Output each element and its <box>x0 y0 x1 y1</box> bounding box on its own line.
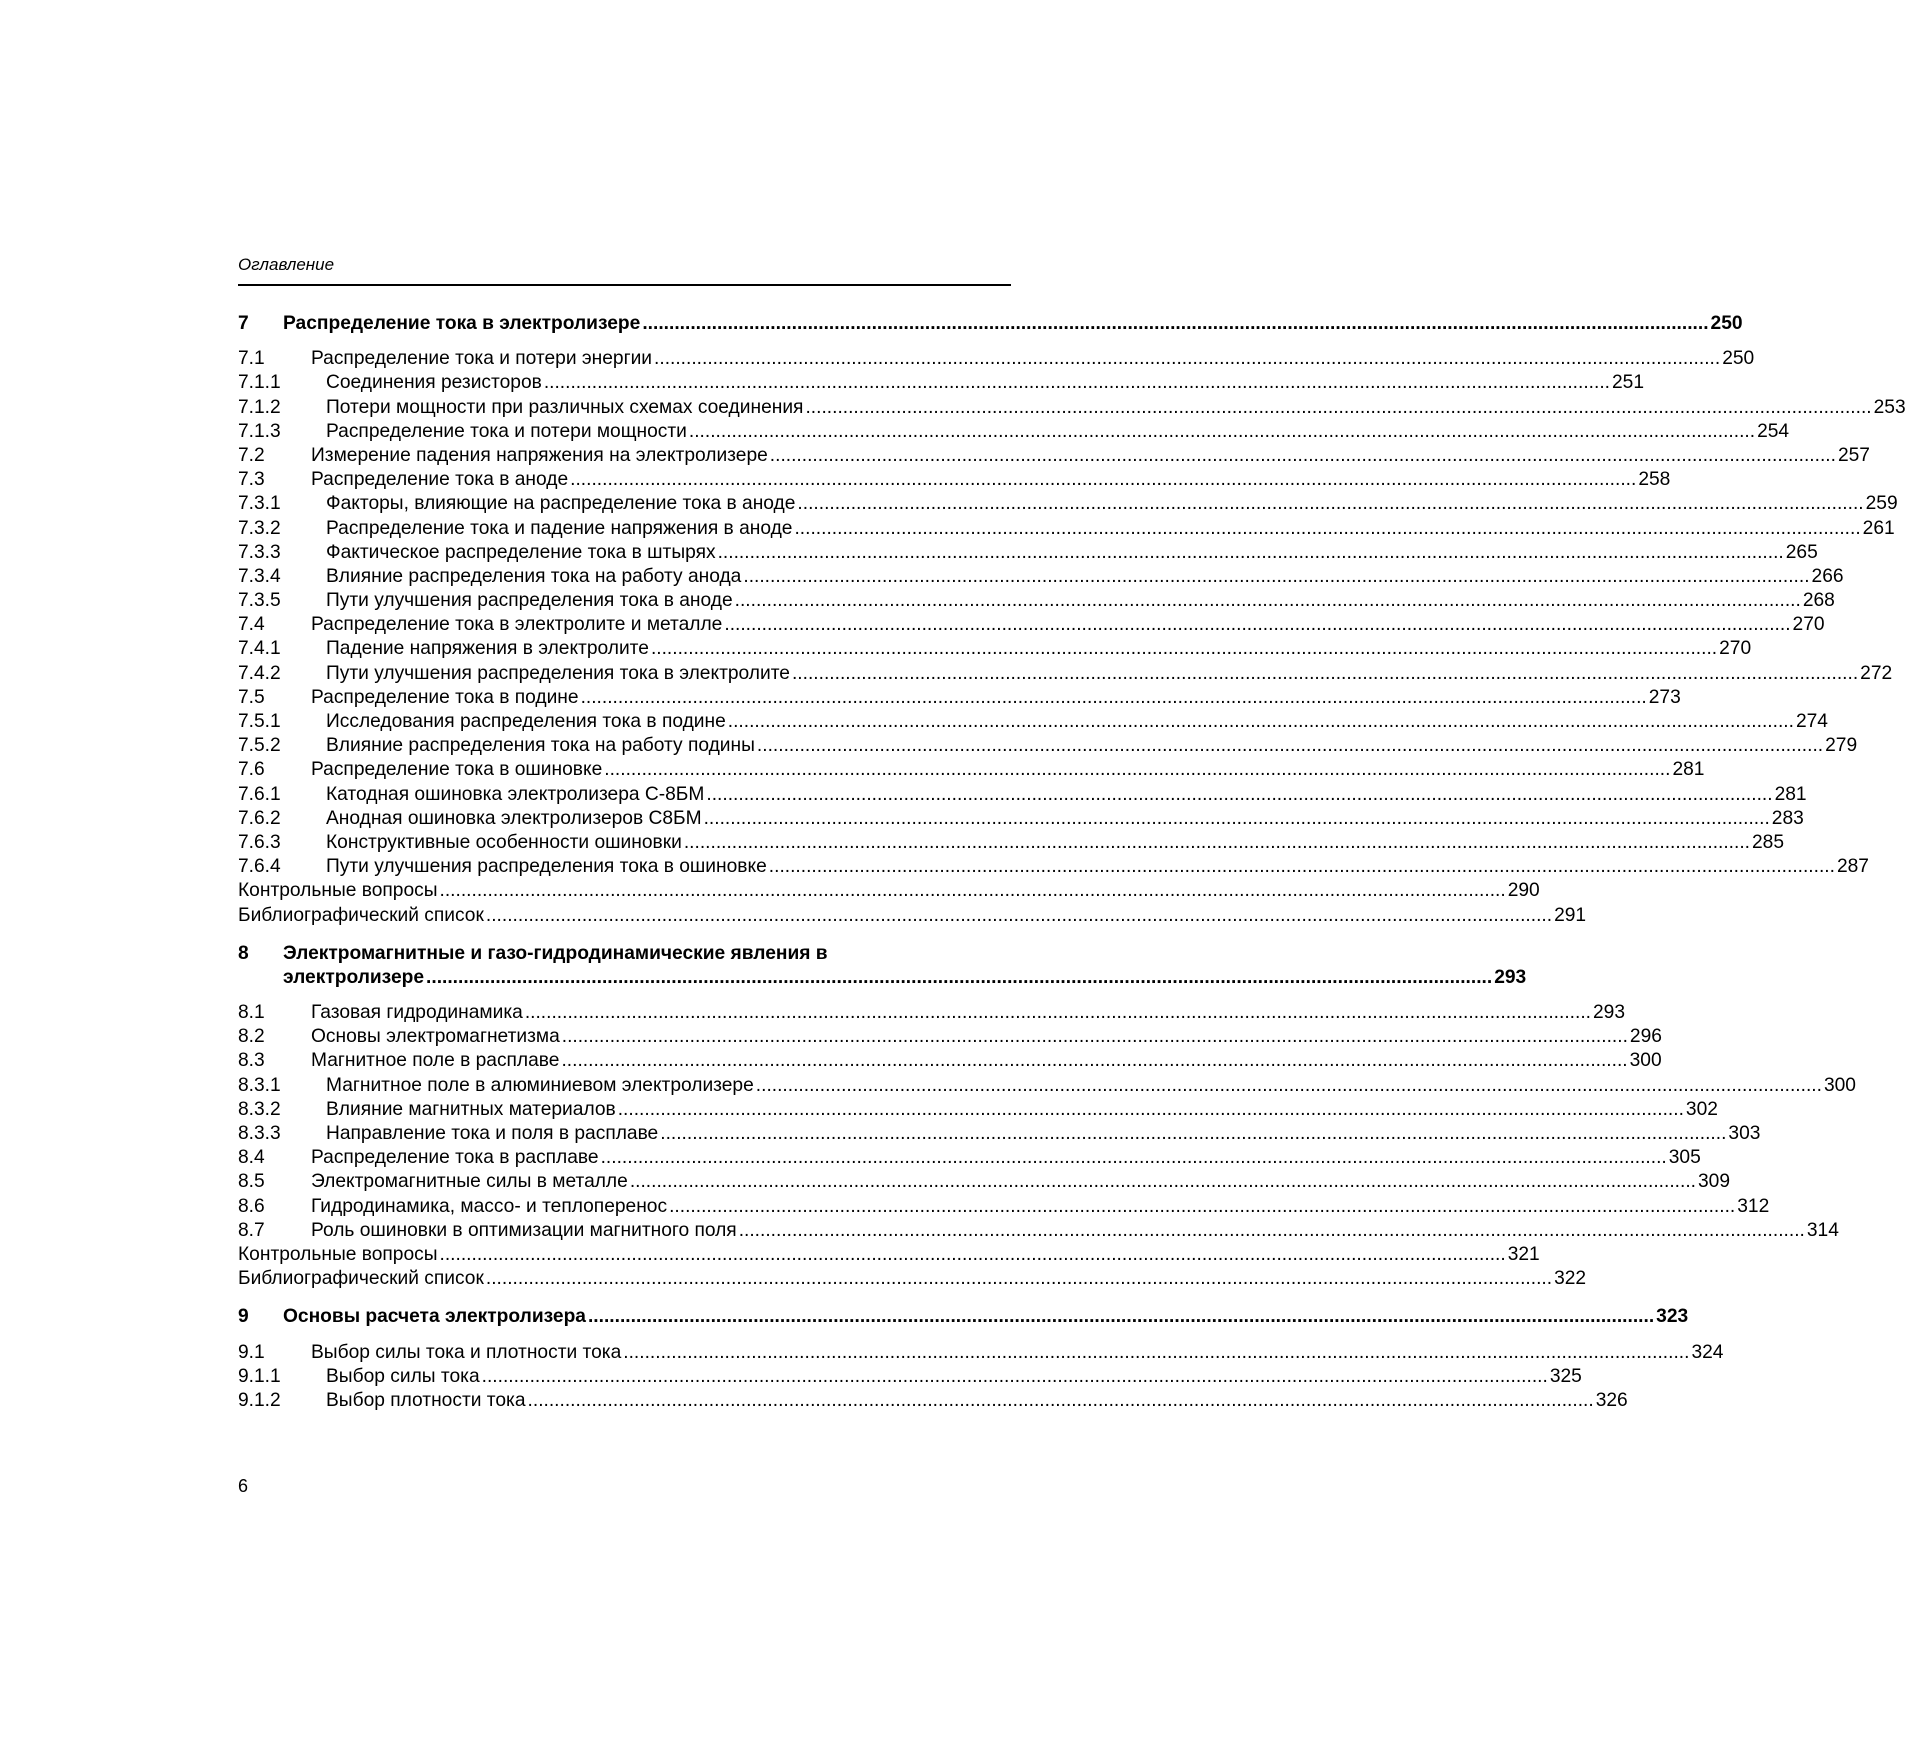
entry-title: Распределение тока в расплаве <box>311 1147 599 1169</box>
dot-leader <box>623 1341 1689 1365</box>
entry-title: Распределение тока и потери мощности <box>326 420 687 442</box>
dot-leader <box>604 758 1670 782</box>
entry-title: Пути улучшения распределения тока в ошиновке <box>326 856 767 878</box>
toc-entry[interactable] <box>238 492 1898 516</box>
toc-entry[interactable] <box>238 396 1906 420</box>
entry-page-number: 283 <box>1771 807 1804 829</box>
toc-entry[interactable] <box>238 1098 1718 1122</box>
toc-entry[interactable] <box>238 807 1804 831</box>
section-number: 7.2 <box>238 444 265 466</box>
toc-entry[interactable] <box>238 589 1835 613</box>
toc-entry[interactable] <box>238 541 1818 565</box>
entry-page-number: 250 <box>1722 348 1755 370</box>
toc-entry[interactable] <box>238 1122 1761 1146</box>
dot-leader <box>642 312 1708 336</box>
entry-page-number: 265 <box>1785 541 1818 563</box>
entry-page-number: 303 <box>1728 1123 1761 1144</box>
table-of-contents <box>238 312 1906 1413</box>
subsection-number: 7.5.2 <box>238 735 281 757</box>
dot-leader <box>544 371 1610 395</box>
chapter-number: 8 <box>238 942 249 964</box>
dot-leader <box>528 1389 1594 1413</box>
dot-leader <box>739 1219 1805 1243</box>
entry-page-number: 251 <box>1612 372 1645 394</box>
dot-leader <box>618 1098 1684 1122</box>
entry-page-number: 291 <box>1554 904 1587 926</box>
entry-page-number: 302 <box>1685 1098 1718 1120</box>
subsection-number: 7.6.3 <box>238 831 281 853</box>
toc-entry[interactable] <box>238 831 1785 855</box>
entry-page-number: 259 <box>1865 493 1898 515</box>
dot-leader <box>482 1365 1548 1389</box>
entry-page-number: 279 <box>1825 735 1858 757</box>
dot-leader <box>570 468 1636 492</box>
subsection-number: 8.3.3 <box>238 1123 281 1144</box>
toc-entry[interactable] <box>238 1195 1770 1219</box>
subsection-number: 7.1.1 <box>238 372 281 394</box>
dot-leader <box>770 444 1836 468</box>
entry-page-number: 253 <box>1873 396 1906 418</box>
chapter-page-number: 293 <box>1494 966 1527 988</box>
entry-title: Контрольные вопросы <box>238 1243 438 1265</box>
entry-title: Основы электромагнетизма <box>311 1026 560 1048</box>
dot-leader <box>718 541 1784 565</box>
entry-title: Библиографический список <box>238 1268 484 1290</box>
entry-title: Газовая гидродинамика <box>311 1002 523 1024</box>
chapter-heading[interactable] <box>238 966 1527 990</box>
dot-leader <box>805 396 1871 420</box>
entry-page-number: 266 <box>1811 565 1844 587</box>
subsection-number: 7.6.1 <box>238 783 281 805</box>
entry-page-number: 322 <box>1554 1268 1587 1290</box>
entry-title: Влияние распределения тока на работу подины <box>326 735 755 757</box>
subsection-number: 7.4.2 <box>238 662 281 684</box>
entry-title: Влияние магнитных материалов <box>326 1098 616 1120</box>
subsection-number: 7.6.2 <box>238 807 281 829</box>
entry-title: Фактическое распределение тока в штырях <box>326 541 716 563</box>
section-number: 7.1 <box>238 348 265 370</box>
toc-entry[interactable] <box>238 565 1844 589</box>
section-number: 7.3 <box>238 469 265 491</box>
page-number: 6 <box>238 1476 249 1496</box>
subsection-number: 7.3.5 <box>238 590 281 612</box>
subsection-number: 7.3.1 <box>238 493 281 515</box>
toc-entry[interactable] <box>238 855 1869 879</box>
entry-title: Пути улучшения распределения тока в аноде <box>326 590 733 612</box>
chapter-heading[interactable] <box>238 1305 1689 1329</box>
entry-page-number: 281 <box>1774 783 1807 805</box>
dot-leader <box>581 686 1647 710</box>
section-number: 7.4 <box>238 614 265 636</box>
chapter-number: 9 <box>238 1306 249 1328</box>
subsection-number: 7.3.3 <box>238 541 281 563</box>
dot-leader <box>440 1243 1506 1267</box>
entry-title: Соединения резисторов <box>326 372 542 394</box>
subsection-number: 7.5.1 <box>238 711 281 732</box>
section-number: 7.6 <box>238 759 265 781</box>
section-number: 8.1 <box>238 1002 265 1024</box>
subsection-number: 7.3.4 <box>238 565 281 587</box>
dot-leader <box>562 1025 1628 1049</box>
entry-page-number: 287 <box>1836 856 1869 878</box>
toc-entry[interactable] <box>238 517 1895 541</box>
dot-leader <box>756 1074 1822 1098</box>
dot-leader <box>792 662 1858 686</box>
entry-page-number: 254 <box>1757 420 1790 442</box>
dot-leader <box>601 1146 1667 1170</box>
entry-title: Магнитное поле в алюминиевом электролизере <box>326 1074 754 1096</box>
chapter-heading-line[interactable] <box>238 942 1011 966</box>
section-number: 8.6 <box>238 1195 265 1217</box>
entry-title: Распределение тока и падение напряжения в аноде <box>326 517 793 539</box>
entry-title: Роль ошиновки в оптимизации магнитного поля <box>311 1219 737 1241</box>
entry-page-number: 270 <box>1719 638 1752 660</box>
entry-title: Библиографический список <box>238 904 484 926</box>
entry-page-number: 314 <box>1806 1219 1839 1241</box>
subsection-number: 7.3.2 <box>238 517 281 539</box>
entry-page-number: 257 <box>1837 444 1870 466</box>
entry-title: Выбор силы тока <box>326 1365 480 1387</box>
subsection-number: 7.1.3 <box>238 420 281 442</box>
toc-entry[interactable] <box>238 1389 1628 1413</box>
subsection-number: 7.1.2 <box>238 396 281 418</box>
section-number: 8.2 <box>238 1026 265 1048</box>
entry-title: Выбор силы тока и плотности тока <box>311 1341 622 1363</box>
dot-leader <box>440 879 1506 903</box>
section-number: 9.1 <box>238 1341 265 1363</box>
entry-page-number: 290 <box>1507 880 1540 902</box>
subsection-number: 9.1.2 <box>238 1389 281 1411</box>
dot-leader <box>525 1001 1591 1025</box>
section-number: 8.7 <box>238 1219 265 1241</box>
entry-title: Катодная ошиновка электролизера С-8БМ <box>326 783 705 805</box>
entry-page-number: 272 <box>1860 662 1893 684</box>
dot-leader <box>797 492 1863 516</box>
entry-page-number: 261 <box>1862 517 1895 539</box>
toc-entry[interactable] <box>238 444 1870 468</box>
entry-page-number: 325 <box>1549 1365 1582 1387</box>
entry-page-number: 270 <box>1792 614 1825 636</box>
toc-entry[interactable] <box>238 686 1681 710</box>
chapter-number: 7 <box>238 313 249 334</box>
running-header: Оглавление <box>238 255 335 274</box>
entry-page-number: 300 <box>1629 1050 1662 1072</box>
toc-entry[interactable] <box>238 1025 1662 1049</box>
entry-page-number: 312 <box>1737 1195 1770 1217</box>
chapter-title-line: Электромагнитные и газо-гидродинамические явления в <box>283 942 828 964</box>
entry-title: Распределение тока в аноде <box>311 469 569 491</box>
toc-entry[interactable] <box>238 1074 1856 1098</box>
entry-page-number: 300 <box>1823 1074 1856 1096</box>
entry-page-number: 273 <box>1648 686 1681 708</box>
toc-entry[interactable] <box>238 613 1825 637</box>
dot-leader <box>660 1122 1726 1146</box>
entry-title: Электромагнитные силы в металле <box>311 1171 628 1193</box>
toc-entry[interactable] <box>238 879 1540 903</box>
dot-leader <box>651 637 1717 661</box>
dot-leader <box>728 710 1794 734</box>
toc-entry[interactable] <box>238 1365 1582 1389</box>
entry-title: Факторы, влияющие на распределение тока в аноде <box>326 493 796 515</box>
section-number: 7.5 <box>238 686 265 708</box>
dot-leader <box>426 966 1492 990</box>
entry-page-number: 326 <box>1595 1389 1628 1411</box>
entry-page-number: 274 <box>1795 711 1828 732</box>
dot-leader <box>704 807 1770 831</box>
dot-leader <box>735 589 1801 613</box>
subsection-number: 7.6.4 <box>238 856 281 878</box>
toc-entry[interactable] <box>238 1001 1626 1025</box>
toc-entry[interactable] <box>238 662 1893 686</box>
entry-page-number: 305 <box>1668 1147 1701 1169</box>
dot-leader <box>743 565 1809 589</box>
toc-entry[interactable] <box>238 710 1828 734</box>
dot-leader <box>794 517 1860 541</box>
dot-leader <box>689 420 1755 444</box>
toc-entry[interactable] <box>238 758 1705 782</box>
chapter-heading[interactable] <box>238 312 1743 336</box>
entry-page-number: 324 <box>1691 1341 1724 1363</box>
chapter-title: электролизере <box>283 966 425 988</box>
entry-title: Распределение тока в подине <box>311 686 579 708</box>
entry-title: Потери мощности при различных схемах соединения <box>326 396 804 418</box>
toc-entry[interactable] <box>238 420 1790 444</box>
entry-page-number: 268 <box>1802 590 1835 612</box>
toc-entry[interactable] <box>238 1267 1587 1291</box>
entry-title: Влияние распределения тока на работу анода <box>326 565 742 587</box>
dot-leader <box>724 613 1790 637</box>
toc-entry[interactable] <box>238 1049 1662 1073</box>
entry-title: Падение напряжения в электролите <box>326 638 649 660</box>
toc-entry[interactable] <box>238 783 1807 807</box>
entry-title: Анодная ошиновка электролизеров С8БМ <box>326 807 702 829</box>
entry-page-number: 293 <box>1593 1002 1626 1024</box>
header-rule <box>238 284 1011 286</box>
toc-entry[interactable] <box>238 1219 1839 1243</box>
toc-entry[interactable] <box>238 734 1858 758</box>
entry-title: Гидродинамика, массо- и теплоперенос <box>311 1195 668 1217</box>
toc-entry[interactable] <box>238 1170 1731 1194</box>
entry-title: Распределение тока в электролите и металле <box>311 614 723 636</box>
toc-entry[interactable] <box>238 904 1587 928</box>
entry-page-number: 258 <box>1638 469 1671 491</box>
dot-leader <box>588 1305 1654 1329</box>
chapter-title: Основы расчета электролизера <box>283 1306 586 1328</box>
section-number: 8.5 <box>238 1171 265 1193</box>
entry-title: Распределение тока и потери энергии <box>311 348 653 370</box>
toc-entry[interactable] <box>238 1341 1724 1365</box>
dot-leader <box>630 1170 1696 1194</box>
entry-title: Распределение тока в ошиновке <box>311 759 603 781</box>
entry-title: Направление тока и поля в расплаве <box>326 1123 659 1144</box>
section-number: 8.3 <box>238 1050 265 1072</box>
section-number: 8.4 <box>238 1147 265 1169</box>
subsection-number: 8.3.1 <box>238 1074 281 1096</box>
dot-leader <box>486 904 1552 928</box>
entry-page-number: 321 <box>1507 1243 1540 1265</box>
entry-title: Пути улучшения распределения тока в электролите <box>326 662 790 684</box>
toc-entry[interactable] <box>238 1243 1540 1267</box>
entry-title: Конструктивные особенности ошиновки <box>326 831 682 853</box>
subsection-number: 8.3.2 <box>238 1098 281 1120</box>
toc-entry[interactable] <box>238 468 1671 492</box>
entry-title: Измерение падения напряжения на электролизере <box>311 444 768 466</box>
chapter-page-number: 323 <box>1656 1306 1689 1328</box>
entry-title: Контрольные вопросы <box>238 880 438 902</box>
toc-entry[interactable] <box>238 347 1755 371</box>
dot-leader <box>561 1049 1627 1073</box>
dot-leader <box>486 1267 1552 1291</box>
dot-leader <box>654 347 1720 371</box>
entry-page-number: 281 <box>1672 759 1705 781</box>
entry-page-number: 296 <box>1629 1026 1662 1048</box>
toc-entry[interactable] <box>238 1146 1701 1170</box>
subsection-number: 9.1.1 <box>238 1365 281 1387</box>
entry-page-number: 309 <box>1698 1171 1731 1193</box>
dot-leader <box>757 734 1823 758</box>
dot-leader <box>684 831 1750 855</box>
entry-title: Исследования распределения тока в подине <box>326 711 726 732</box>
entry-title: Магнитное поле в расплаве <box>311 1050 560 1072</box>
chapter-title: Распределение тока в электролизере <box>283 313 641 334</box>
entry-title: Выбор плотности тока <box>326 1389 526 1411</box>
chapter-page-number: 250 <box>1710 313 1743 334</box>
entry-page-number: 285 <box>1752 831 1785 853</box>
dot-leader <box>669 1195 1735 1219</box>
dot-leader <box>706 783 1772 807</box>
toc-entry[interactable] <box>238 371 1645 395</box>
toc-entry[interactable] <box>238 637 1752 661</box>
dot-leader <box>769 855 1835 879</box>
subsection-number: 7.4.1 <box>238 638 281 660</box>
